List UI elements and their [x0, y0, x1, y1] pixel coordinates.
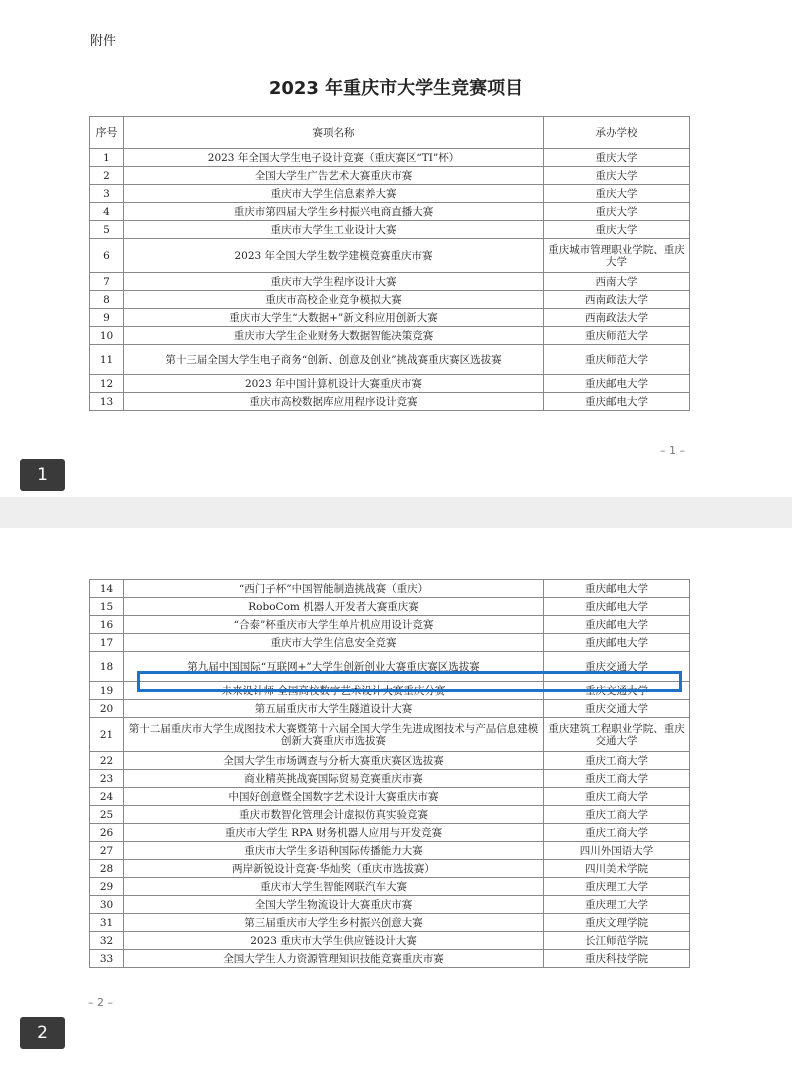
cell-competition-name: 重庆市大学生信息安全竞赛 — [124, 634, 544, 652]
cell-competition-name: 全国大学生人力资源管理知识技能竞赛重庆市赛 — [124, 950, 544, 968]
cell-host-school: 长江师范学院 — [544, 932, 690, 950]
cell-number: 7 — [90, 273, 124, 291]
cell-host-school: 重庆邮电大学 — [544, 393, 690, 411]
highlight-box — [137, 671, 682, 692]
cell-number: 2 — [90, 167, 124, 185]
cell-number: 29 — [90, 878, 124, 896]
table-row — [90, 185, 690, 203]
cell-competition-name: 全国大学生广告艺术大赛重庆市赛 — [124, 167, 544, 185]
cell-number: 3 — [90, 185, 124, 203]
table-row — [90, 167, 690, 185]
cell-number: 1 — [90, 149, 124, 167]
table-row — [90, 393, 690, 411]
table-row — [90, 149, 690, 167]
header-number: 序号 — [90, 117, 124, 149]
cell-host-school: 重庆文理学院 — [544, 914, 690, 932]
cell-competition-name: 重庆市大学生程序设计大赛 — [124, 273, 544, 291]
cell-host-school: 重庆建筑工程职业学院、重庆交通大学 — [544, 718, 690, 752]
cell-host-school: 重庆交通大学 — [544, 682, 690, 700]
cell-host-school: 重庆邮电大学 — [544, 375, 690, 393]
table-row — [90, 616, 690, 634]
cell-competition-name: 中国好创意暨全国数字艺术设计大赛重庆市赛 — [124, 788, 544, 806]
table-row — [90, 239, 690, 273]
document-page-1 — [0, 0, 792, 497]
cell-host-school: 重庆大学 — [544, 203, 690, 221]
cell-host-school: 重庆师范大学 — [544, 345, 690, 375]
cell-competition-name: “西门子杯”中国智能制造挑战赛（重庆） — [124, 580, 544, 598]
cell-number: 26 — [90, 824, 124, 842]
table-row — [90, 345, 690, 375]
cell-competition-name: 2023 年全国大学生数学建模竞赛重庆市赛 — [124, 239, 544, 273]
cell-number: 28 — [90, 860, 124, 878]
cell-competition-name: 2023 重庆市大学生供应链设计大赛 — [124, 932, 544, 950]
cell-number: 21 — [90, 718, 124, 752]
page-number: – 1 – — [660, 444, 685, 457]
table-row — [90, 896, 690, 914]
attachment-label: 附件 — [90, 34, 117, 49]
cell-host-school: 重庆理工大学 — [544, 896, 690, 914]
cell-number: 20 — [90, 700, 124, 718]
table-row — [90, 700, 690, 718]
cell-competition-name: 商业精英挑战赛国际贸易竞赛重庆市赛 — [124, 770, 544, 788]
cell-competition-name: 重庆市数智化管理会计虚拟仿真实验竞赛 — [124, 806, 544, 824]
table-row — [90, 291, 690, 309]
cell-number: 14 — [90, 580, 124, 598]
cell-number: 4 — [90, 203, 124, 221]
cell-host-school: 重庆师范大学 — [544, 327, 690, 345]
cell-host-school: 西南政法大学 — [544, 291, 690, 309]
cell-number: 15 — [90, 598, 124, 616]
cell-competition-name: 重庆市大学生“大数据+”新文科应用创新大赛 — [124, 309, 544, 327]
cell-host-school: 重庆大学 — [544, 167, 690, 185]
cell-number: 31 — [90, 914, 124, 932]
cell-host-school: 重庆工商大学 — [544, 824, 690, 842]
table-row — [90, 309, 690, 327]
table-row — [90, 752, 690, 770]
cell-host-school: 重庆工商大学 — [544, 752, 690, 770]
table-row — [90, 580, 690, 598]
cell-competition-name: 重庆市大学生多语种国际传播能力大赛 — [124, 842, 544, 860]
cell-host-school: 重庆交通大学 — [544, 652, 690, 682]
cell-number: 30 — [90, 896, 124, 914]
cell-competition-name: 重庆市大学生工业设计大赛 — [124, 221, 544, 239]
cell-number: 6 — [90, 239, 124, 273]
cell-host-school: 重庆工商大学 — [544, 788, 690, 806]
cell-number: 24 — [90, 788, 124, 806]
document-title: 2023 年重庆市大学生竞赛项目 — [268, 78, 524, 99]
cell-host-school: 重庆交通大学 — [544, 700, 690, 718]
table-row — [90, 273, 690, 291]
page-number: – 2 – — [88, 996, 113, 1009]
cell-competition-name: 重庆市高校企业竞争模拟大赛 — [124, 291, 544, 309]
cell-host-school: 重庆理工大学 — [544, 878, 690, 896]
cell-number: 17 — [90, 634, 124, 652]
cell-competition-name: 第十二届重庆市大学生成图技术大赛暨第十六届全国大学生先进成图技术与产品信息建模创新大赛重庆市选拔赛 — [124, 718, 544, 752]
cell-number: 12 — [90, 375, 124, 393]
cell-competition-name: 第九届中国国际“互联网+”大学生创新创业大赛重庆赛区选拔赛 — [124, 652, 544, 682]
cell-number: 8 — [90, 291, 124, 309]
cell-number: 27 — [90, 842, 124, 860]
cell-host-school: 重庆工商大学 — [544, 806, 690, 824]
cell-competition-name: 2023 年全国大学生电子设计竞赛（重庆赛区“TI”杯） — [124, 149, 544, 167]
cell-competition-name: 重庆市大学生信息素养大赛 — [124, 185, 544, 203]
cell-competition-name: “合泰”杯重庆市大学生单片机应用设计竞赛 — [124, 616, 544, 634]
table-row — [90, 718, 690, 752]
table-row — [90, 770, 690, 788]
cell-competition-name: RoboCom 机器人开发者大赛重庆赛 — [124, 598, 544, 616]
cell-number: 13 — [90, 393, 124, 411]
table-row — [90, 860, 690, 878]
table-header-row — [90, 117, 690, 149]
cell-competition-name: 第五届重庆市大学生隧道设计大赛 — [124, 700, 544, 718]
cell-number: 33 — [90, 950, 124, 968]
page-badge-1: 1 — [20, 459, 65, 491]
page-badge-2: 2 — [20, 1017, 65, 1049]
cell-host-school: 四川美术学院 — [544, 860, 690, 878]
table-row — [90, 950, 690, 968]
cell-host-school: 重庆城市管理职业学院、重庆大学 — [544, 239, 690, 273]
cell-competition-name: 两岸新锐设计竞赛·华灿奖（重庆市选拔赛） — [124, 860, 544, 878]
cell-host-school: 重庆邮电大学 — [544, 634, 690, 652]
header-competition-name: 赛项名称 — [124, 117, 544, 149]
table-row — [90, 806, 690, 824]
table-row — [90, 598, 690, 616]
table-row — [90, 634, 690, 652]
cell-number: 16 — [90, 616, 124, 634]
table-row — [90, 932, 690, 950]
document-page-2 — [0, 528, 792, 1067]
cell-competition-name: 2023 年中国计算机设计大赛重庆市赛 — [124, 375, 544, 393]
cell-number: 32 — [90, 932, 124, 950]
table-row — [90, 375, 690, 393]
cell-number: 18 — [90, 652, 124, 682]
cell-host-school: 西南大学 — [544, 273, 690, 291]
cell-host-school: 重庆科技学院 — [544, 950, 690, 968]
cell-number: 9 — [90, 309, 124, 327]
table-row — [90, 842, 690, 860]
cell-number: 25 — [90, 806, 124, 824]
cell-competition-name: 重庆市第四届大学生乡村振兴电商直播大赛 — [124, 203, 544, 221]
cell-host-school: 重庆邮电大学 — [544, 598, 690, 616]
cell-competition-name: 全国大学生物流设计大赛重庆市赛 — [124, 896, 544, 914]
cell-number: 23 — [90, 770, 124, 788]
table-row — [90, 914, 690, 932]
cell-number: 10 — [90, 327, 124, 345]
cell-competition-name: 重庆市高校数据库应用程序设计竞赛 — [124, 393, 544, 411]
cell-competition-name: 重庆市大学生智能网联汽车大赛 — [124, 878, 544, 896]
cell-competition-name: 重庆市大学生 RPA 财务机器人应用与开发竞赛 — [124, 824, 544, 842]
cell-number: 19 — [90, 682, 124, 700]
competition-table-page-2 — [89, 579, 690, 968]
cell-host-school: 重庆工商大学 — [544, 770, 690, 788]
cell-host-school: 重庆大学 — [544, 221, 690, 239]
cell-competition-name: 第十三届全国大学生电子商务“创新、创意及创业”挑战赛重庆赛区选拔赛 — [124, 345, 544, 375]
cell-host-school: 重庆大学 — [544, 185, 690, 203]
cell-competition-name: 全国大学生市场调查与分析大赛重庆赛区选拔赛 — [124, 752, 544, 770]
table-row — [90, 788, 690, 806]
cell-host-school: 重庆邮电大学 — [544, 580, 690, 598]
table-row — [90, 221, 690, 239]
cell-number: 22 — [90, 752, 124, 770]
table-row — [90, 203, 690, 221]
cell-competition-name: 第三届重庆市大学生乡村振兴创意大赛 — [124, 914, 544, 932]
header-host-school: 承办学校 — [544, 117, 690, 149]
cell-host-school: 重庆邮电大学 — [544, 616, 690, 634]
cell-competition-name: 未来设计师·全国高校数字艺术设计大赛重庆分赛 — [124, 682, 544, 700]
table-row — [90, 878, 690, 896]
cell-host-school: 四川外国语大学 — [544, 842, 690, 860]
cell-host-school: 西南政法大学 — [544, 309, 690, 327]
cell-number: 5 — [90, 221, 124, 239]
table-row — [90, 824, 690, 842]
cell-competition-name: 重庆市大学生企业财务大数据智能决策竞赛 — [124, 327, 544, 345]
cell-number: 11 — [90, 345, 124, 375]
table-row — [90, 327, 690, 345]
cell-host-school: 重庆大学 — [544, 149, 690, 167]
competition-table-page-1 — [89, 116, 690, 411]
